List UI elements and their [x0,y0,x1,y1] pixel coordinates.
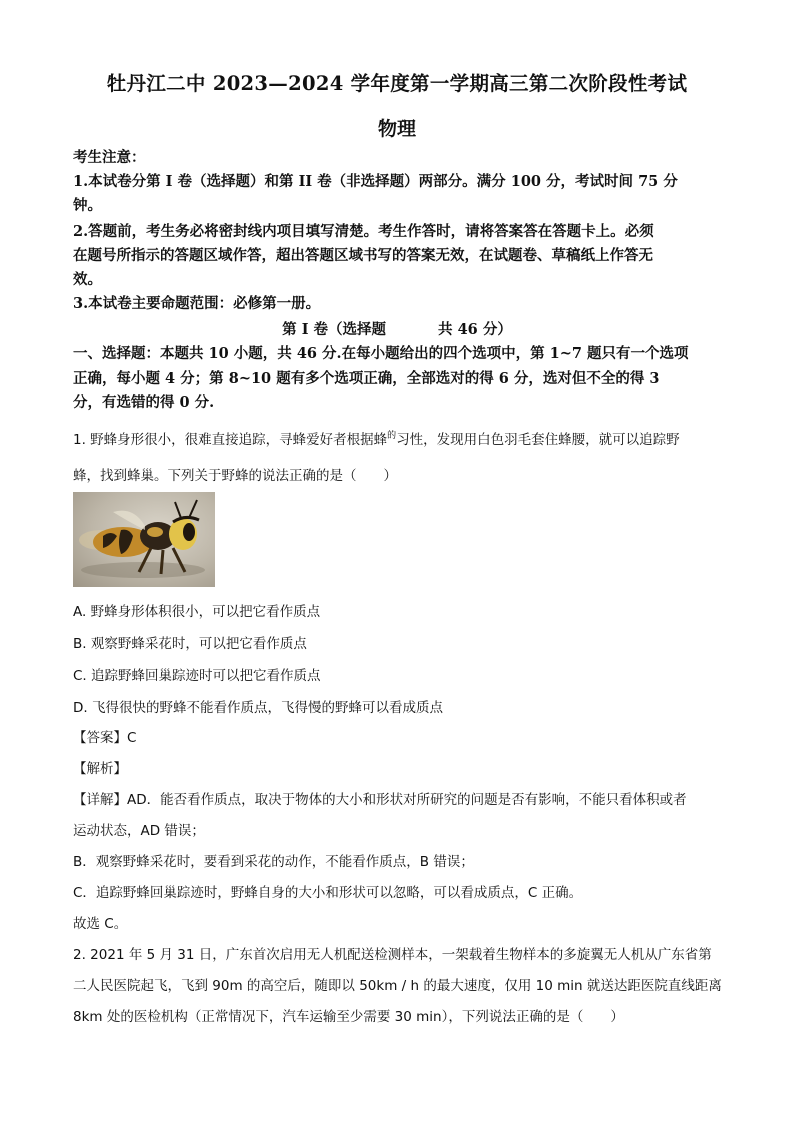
q2-stem-line-1: 2. 2021 年 5 月 31 日，广东首次启用无人机配送检测样本，一架载着生物样本的多旋翼无人机从广东省第 [73,947,712,963]
notice-item-1-line-1: 1.本试卷分第 I 卷（选择题）和第 II 卷（非选择题）两部分。满分 100 分，考试时间 75 分 [73,173,678,190]
notice-item-3: 3.本试卷主要命题范围：必修第一册。 [73,295,321,312]
q1-detail-line-1: 【详解】AD．能否看作质点，取决于物体的大小和形状对所研究的问题是否有影响，不能只看体积或者 [73,792,687,808]
instructions-line-1: 一、选择题：本题共 10 小题，共 46 分.在每小题给出的四个选项中，第 1~7 题只有一个选项 [73,345,689,362]
section-1-heading-right: 共 46 分） [438,321,512,338]
exam-title: 牡丹江二中 2023—2024 学年度第一学期高三第二次阶段性考试 [106,72,688,95]
notice-item-1-line-2: 钟。 [73,197,102,214]
notice-item-2-line-1: 2.答题前，考生务必将密封线内项目填写清楚。考生作答时，请将答案答在答题卡上。必须 [73,223,654,240]
instructions-line-3: 分，有选错的得 0 分. [73,394,215,411]
notice-item-2-line-2: 在题号所指示的答题区域作答，超出答题区域书写的答案无效，在试题卷、草稿纸上作答无 [73,247,653,264]
notice-item-2-line-3: 效。 [73,271,102,288]
q1-stem-superscript: 的 [387,431,397,441]
subject-title: 物理 [377,118,416,140]
q2-stem-line-2: 二人民医院起飞，飞到 90m 的高空后，随即以 50km / h 的最大速度，仅用 10 min 就送达距医院直线距离 [73,978,722,994]
q1-answer: 【答案】C [73,730,137,746]
q1-detail-line-4: C．追踪野蜂回巢踪迹时，野蜂自身的大小和形状可以忽略，可以看成质点，C 正确。 [73,885,583,901]
q1-stem-part-b: 习性，发现用白色羽毛套住蜂腰，就可以追踪野 [396,432,680,448]
q1-option-a: A. 野蜂身形体积很小，可以把它看作质点 [73,604,321,620]
q1-detail-line-2: 运动状态，AD 错误； [73,823,205,839]
wasp-photo [73,492,215,587]
q1-stem-part-a: 1. 野蜂身形很小，很难直接追踪，寻蜂爱好者根据蜂 [73,432,388,448]
q1-stem-line-1 [73,428,725,448]
q1-option-d: D. 飞得很快的野蜂不能看作质点，飞得慢的野蜂可以看成质点 [73,700,443,716]
q1-option-b: B. 观察野蜂采花时，可以把它看作质点 [73,636,307,652]
q1-analysis-label: 【解析】 [73,761,127,777]
section-1-heading [0,318,794,339]
instructions-line-2: 正确，每小题 4 分；第 8~10 题有多个选项正确，全部选对的得 6 分，选对但不全的得 3 [73,369,660,387]
notice-heading: 考生注意： [73,149,146,166]
q2-stem-line-3: 8km 处的医检机构（正常情况下，汽车运输至少需要 30 min），下列说法正确的是（ ） [73,1009,624,1025]
q1-detail-line-5: 故选 C。 [73,916,128,932]
q1-detail-line-3: B．观察野蜂采花时，要看到采花的动作，不能看作质点，B 错误； [73,854,474,870]
section-1-instructions [73,342,725,416]
section-1-heading-left: 第 I 卷（选择题 [282,321,387,338]
q1-stem-line-2: 蜂，找到蜂巢。下列关于野蜂的说法正确的是（ ） [73,468,397,484]
q1-option-c: C. 追踪野蜂回巢踪迹时可以把它看作质点 [73,668,321,684]
